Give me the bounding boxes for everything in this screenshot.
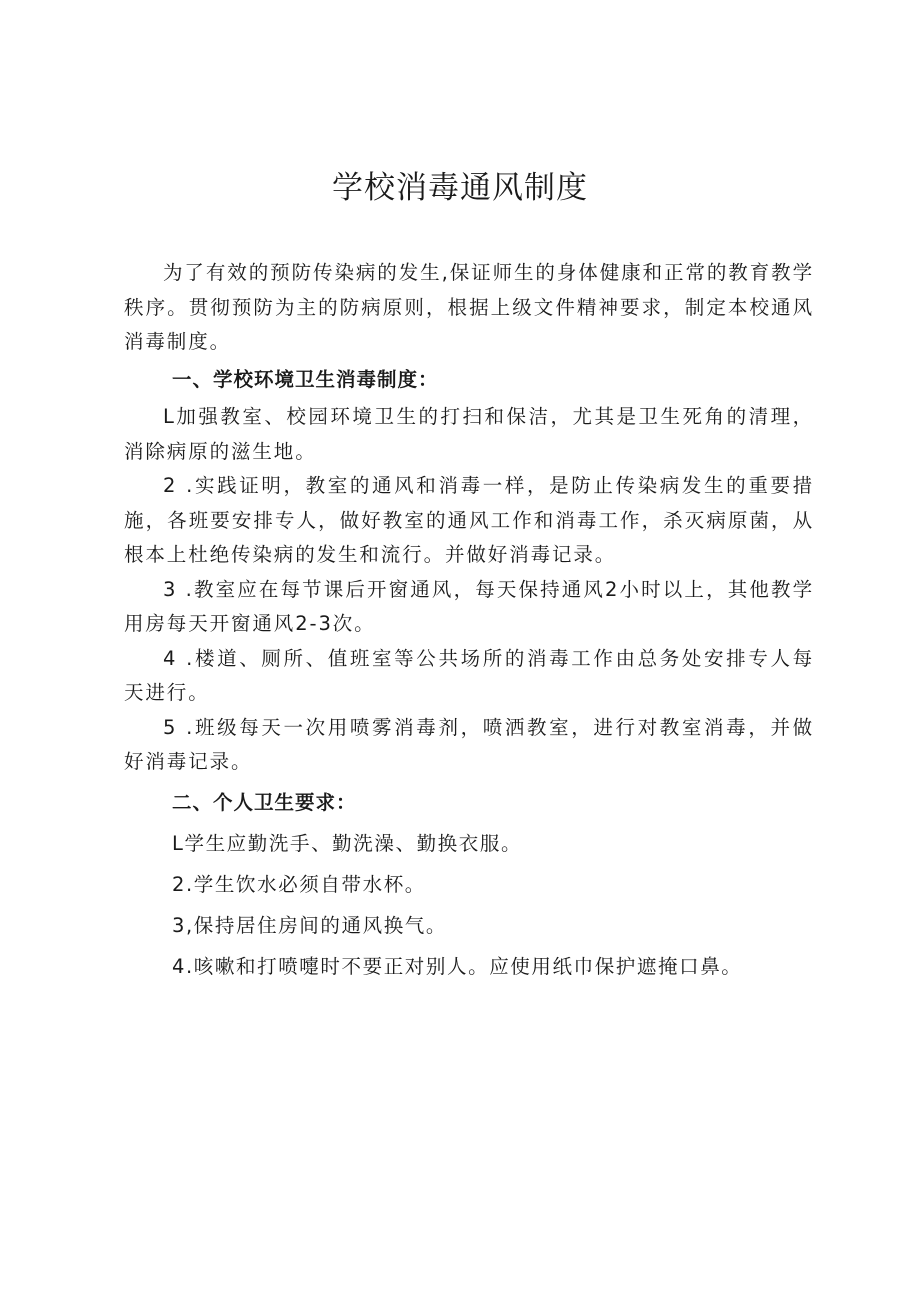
list-item: 3 .教室应在每节课后开窗通风，每天保持通风2小时以上，其他教学用房每天开窗通风2-3次。	[124, 577, 814, 635]
list-item: 4.咳嗽和打喷嚏时不要正对别人。应使用纸巾保护遮掩口鼻。	[172, 955, 743, 978]
section-environment	[124, 363, 814, 780]
list-item: 3,保持居住房间的通风换气。	[172, 914, 448, 937]
section-personal-hygiene	[124, 786, 814, 988]
list-item: 5 .班级每天一次用喷雾消毒剂，喷洒教室，进行对教室消毒，并做好消毒记录。	[124, 715, 814, 773]
section-heading-environment: 一、学校环境卫生消毒制度：	[172, 367, 439, 391]
list-item: 2 .实践证明，教室的通风和消毒一样，是防止传染病发生的重要措施，各班要安排专人，做好教室的通风工作和消毒工作，杀灭病原菌，从根本上杜绝传染病的发生和流行。并做好消毒记录。	[124, 474, 814, 566]
document-body	[124, 256, 814, 987]
list-item: 2.学生饮水必须自带水杯。	[172, 873, 426, 896]
document-title: 学校消毒通风制度	[332, 170, 588, 206]
section-heading-personal: 二、个人卫生要求：	[172, 790, 357, 814]
list-item: 4 .楼道、厕所、值班室等公共场所的消毒工作由总务处安排专人每天进行。	[124, 646, 814, 704]
intro-paragraph: 为了有效的预防传染病的发生,保证师生的身体健康和正常的教育教学秩序。贯彻预防为主的防病原则，根据上级文件精神要求，制定本校通风消毒制度。	[124, 261, 814, 353]
list-item: L加强教室、校园环境卫生的打扫和保洁，尤其是卫生死角的清理，消除病原的滋生地。	[124, 405, 814, 463]
list-item: L学生应勤洗手、勤洗澡、勤换衣服。	[172, 832, 523, 855]
